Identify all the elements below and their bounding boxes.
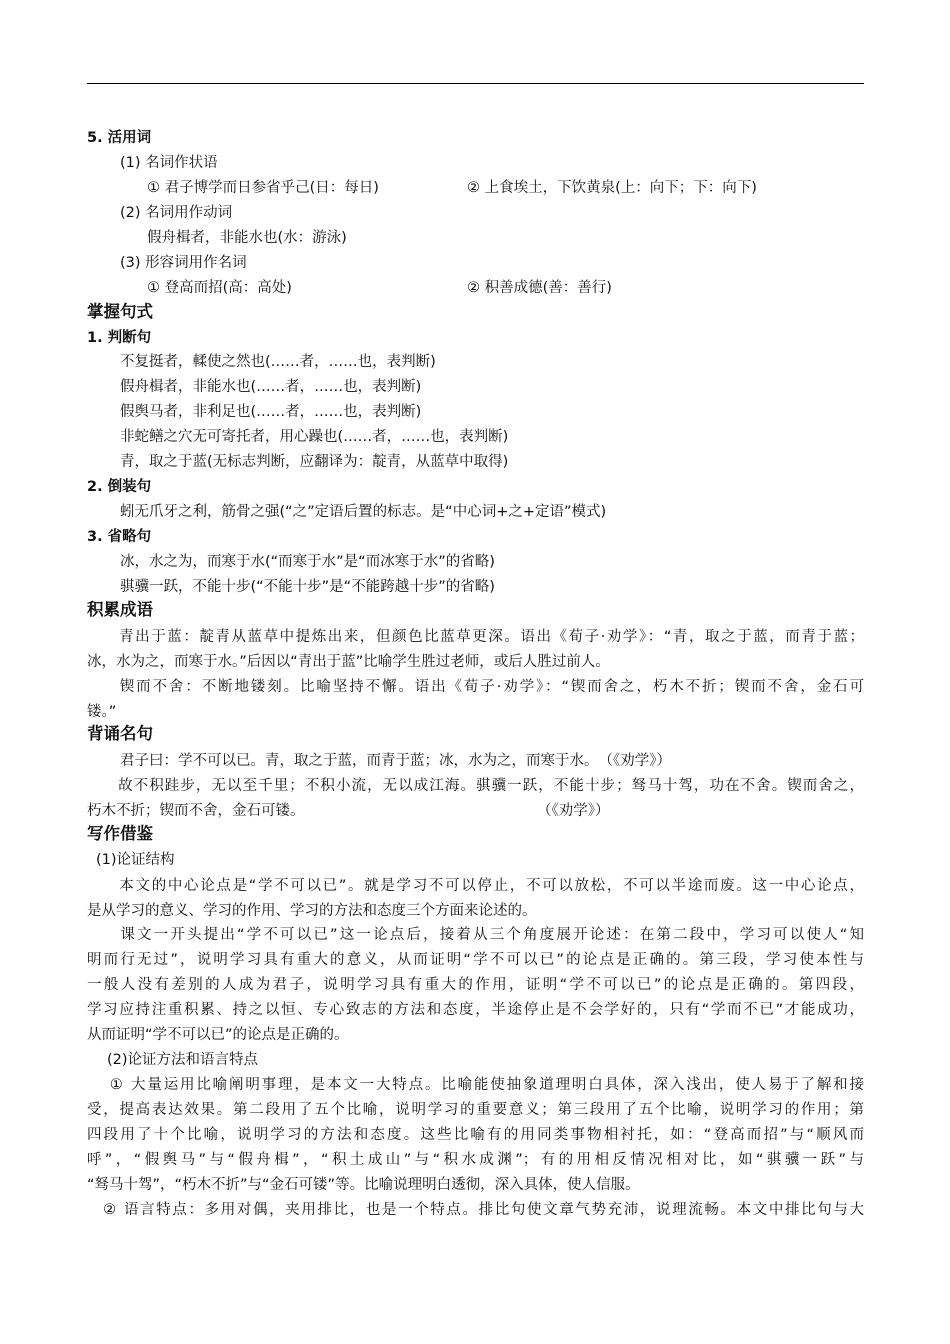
text-line: (1) 名词作状语 [120, 155, 218, 171]
section-heading: 写作借鉴 [87, 824, 153, 843]
text-line: 明而行无过”，说明学习具有重大的意义，从而证明“学不可以已”的论点是正确的。第三段，学习使本性与 [87, 952, 864, 968]
text-line: 蚓无爪牙之利，筋骨之强(“之”定语后置的标志。是“中心词+之+定语”模式) [120, 504, 607, 520]
text-line: 受，提高表达效果。第二段用了五个比喻，说明学习的重要意义；第三段用了五个比喻，说明学习的作用；第 [87, 1102, 864, 1118]
text-line: 故不积跬步，无以至千里；不积小流，无以成江海。骐骥一跃，不能十步；驽马十驾，功在不舍。锲而舍之， [87, 778, 864, 794]
text-line: 非蛇鳝之穴无可寄托者，用心躁也(……者，……也，表判断) [120, 429, 509, 445]
text-line: 从而证明“学不可以已”的论点是正确的。 [87, 1027, 349, 1043]
section-heading: 积累成语 [87, 600, 153, 619]
text-line: 冰，水之为，而寒于水(“而寒于水”是“而冰寒于水”的省略) [120, 554, 495, 570]
section-heading: 掌握句式 [87, 302, 153, 321]
subsection-heading: 3. 省略句 [87, 529, 152, 545]
text-line: 朽木不折；锲而不舍，金石可镂。 [87, 803, 305, 819]
subsection-heading: 1. 判断句 [87, 330, 152, 346]
text-line: 本文的中心论点是“学不可以已”。就是学习不可以停止，不可以放松，不可以半途而废。这一中心论点， [87, 878, 864, 894]
text-line: 一般人没有差别的人成为君子，说明学习具有重大的作用，证明“学不可以已”的论点是正确的。第四段， [87, 977, 864, 993]
text-line: 学习应持注重积累、持之以恒、专心致志的方法和态度，半途停止是不会学好的，只有“学而不已”才能成功， [87, 1002, 864, 1018]
text-line: ② 语言特点：多用对偶，夹用排比，也是一个特点。排比句使文章气势充沛，说理流畅。本文中排比句与大 [87, 1202, 864, 1218]
text-line: 青出于蓝：靛青从蓝草中提炼出来，但颜色比蓝草更深。语出《荀子·劝学》：“青，取之于蓝，而青于蓝； [87, 629, 864, 645]
text-line: 青，取之于蓝(无标志判断，应翻译为：靛青，从蓝草中取得) [120, 454, 509, 470]
subsection-heading: 2. 倒装句 [87, 479, 152, 495]
text-line: （《劝学》） [537, 803, 610, 819]
text-line: 不复挺者，輮使之然也(……者，……也，表判断) [120, 354, 436, 370]
text-line: (3) 形容词用作名词 [120, 255, 247, 271]
text-line: ② 积善成德(善：善行) [467, 280, 612, 296]
text-line: 四段用了十个比喻，说明学习的方法和态度。这些比喻有的用同类事物相衬托，如：“登高而招”与“顺风而 [87, 1127, 864, 1143]
text-line: 课文一开头提出“学不可以已”这一论点后，接着从三个角度展开论述：在第二段中，学习可以使人“知 [87, 927, 864, 943]
text-line: (2) 名词用作动词 [120, 205, 233, 221]
text-line: 假舟楫者，非能水也(……者，……也，表判断) [120, 379, 422, 395]
text-line: 冰，水为之，而寒于水。”后因以“青出于蓝”比喻学生胜过老师，或后人胜过前人。 [87, 654, 610, 670]
text-line: (1)论证结构 [96, 852, 175, 868]
text-line: 骐骥一跃，不能十步(“不能十步”是“不能跨越十步”的省略) [120, 579, 495, 595]
subsection-heading: 5. 活用词 [87, 130, 152, 146]
text-line: ① 大量运用比喻阐明事理，是本文一大特点。比喻能使抽象道理明白具体，深入浅出，使人易于了解和接 [87, 1077, 864, 1093]
text-line: ② 上食埃土，下饮黄泉(上：向下；下：向下) [467, 180, 757, 196]
text-line: 锲而不舍：不断地镂刻。比喻坚持不懈。语出《荀子·劝学》：“锲而舍之，朽木不折；锲而不舍，金石可 [87, 679, 864, 695]
text-line: 假舆马者，非利足也(……者，……也，表判断) [120, 404, 422, 420]
text-line: 镂。” [87, 704, 117, 720]
text-line: 呼”，“假舆马”与“假舟楫”，“积土成山”与“积水成渊”；有的用相反情况相对比，如“骐骥一跃”与 [87, 1152, 864, 1168]
section-heading: 背诵名句 [87, 724, 153, 743]
text-line: 君子曰：学不可以已。青，取之于蓝，而青于蓝；冰，水为之，而寒于水。 （《劝学》） [120, 753, 671, 769]
text-line: (2)论证方法和语言特点 [107, 1052, 259, 1068]
text-line: ① 君子博学而日参省乎己(日：每日) [147, 180, 379, 196]
text-line: 假舟楫者，非能水也(水：游泳) [147, 230, 347, 246]
text-line: “驽马十驾”，“朽木不折”与“金石可镂”等。比喻说理明白透彻，深入具体，使人信服。 [87, 1177, 640, 1193]
header-rule [87, 83, 864, 84]
text-line: ① 登高而招(高：高处) [147, 280, 292, 296]
text-line: 是从学习的意义、学习的作用、学习的方法和态度三个方面来论述的。 [87, 903, 537, 919]
